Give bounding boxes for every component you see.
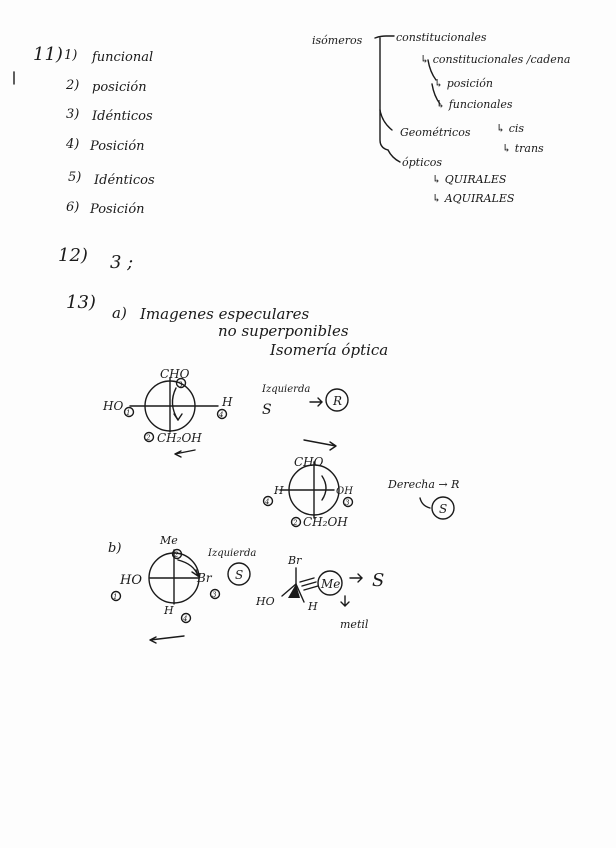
q11-answer-2-number: 2) bbox=[66, 78, 80, 93]
q13-number: 13) bbox=[66, 292, 96, 313]
fig2-bottom-label: CH₂OH bbox=[303, 515, 348, 529]
fig4-right-arrow bbox=[350, 574, 362, 582]
tree-constitucionales: constitucionales bbox=[396, 31, 487, 44]
q11-answer-1-number: 1) bbox=[64, 48, 78, 63]
tree-branch-geom bbox=[380, 110, 392, 130]
fig1-right-arrow bbox=[310, 398, 322, 406]
fig4-hashed-bond bbox=[300, 578, 318, 590]
q11-answer-4-number: 4) bbox=[66, 137, 80, 152]
fig2-top-label: CHO bbox=[294, 455, 324, 469]
fig3-top-label: Me bbox=[160, 534, 178, 547]
tree-constitucionales-cadena: ↳ constitucionales /cadena bbox=[420, 53, 571, 66]
fig2-cw-arrow bbox=[304, 440, 336, 450]
tree-geometricos: Geométricos bbox=[400, 126, 471, 139]
fig2-hook bbox=[420, 498, 430, 508]
fig4-under-label: metil bbox=[340, 618, 369, 631]
tree-aquirales: ↳ AQUIRALES bbox=[432, 192, 515, 205]
fig2-right-label: OH bbox=[336, 486, 353, 497]
fig4-br-label: Br bbox=[288, 554, 302, 567]
q13a-line2: no superponibles bbox=[218, 322, 349, 340]
q13a-line1: Imagenes especulares bbox=[140, 305, 310, 323]
fig4-down-arrow bbox=[341, 596, 349, 606]
fig1-top-label: CHO bbox=[160, 367, 190, 381]
fig2-n4: 4 bbox=[265, 498, 270, 506]
q12-number: 12) bbox=[58, 245, 88, 266]
fig3-bottom-label: H bbox=[164, 604, 174, 617]
fig2-left-label: H bbox=[274, 484, 284, 497]
fig3-circled-letter: S bbox=[235, 568, 244, 582]
q13b-label: b) bbox=[108, 541, 122, 556]
tree-root: isómeros bbox=[312, 34, 363, 47]
fig1-n1: 1 bbox=[126, 409, 131, 417]
fig1-n4: 4 bbox=[219, 411, 224, 419]
fig1-note: Izquierda bbox=[262, 384, 311, 395]
q11-answer-5-number: 5) bbox=[68, 170, 82, 185]
fig4-h-label: H bbox=[308, 600, 318, 613]
tree-sub-1 bbox=[428, 60, 436, 80]
q13a-label: a) bbox=[112, 304, 127, 322]
fig2-n2: 2 bbox=[293, 519, 298, 527]
fig3-n3: 3 bbox=[212, 591, 217, 599]
fig2-circled-letter: S bbox=[439, 502, 448, 516]
tree-branch-optic bbox=[388, 150, 400, 162]
q11-answer-2-text: posición bbox=[92, 80, 147, 95]
tree-sub-2 bbox=[432, 84, 440, 104]
q11-number: 11) bbox=[33, 44, 63, 65]
fig2-rotation-arrow bbox=[322, 476, 326, 500]
fig1-n2: 2 bbox=[146, 434, 151, 442]
fig1-left-label: HO bbox=[103, 399, 124, 413]
q11-answer-1-text: funcional bbox=[92, 50, 154, 65]
fig2-note: Derecha → R bbox=[388, 478, 460, 491]
q13a-line3: Isomería óptica bbox=[270, 341, 389, 359]
q11-answer-5-text: Idénticos bbox=[94, 173, 155, 188]
fig1-circled-letter: R bbox=[333, 394, 343, 408]
fig3-n4: 4 bbox=[183, 615, 188, 623]
tree-arrow-top bbox=[375, 36, 394, 38]
tree-opticos: ópticos bbox=[402, 156, 443, 169]
q11-answer-6-number: 6) bbox=[66, 200, 80, 215]
tree-posicion: ↳ posición bbox=[434, 77, 493, 90]
fig3-left-label: HO bbox=[120, 573, 142, 588]
q11-answer-3-text: Idénticos bbox=[92, 109, 153, 124]
tree-quirales: ↳ QUIRALES bbox=[432, 173, 507, 186]
fig3-note: Izquierda bbox=[208, 548, 257, 559]
q11-answer-3-number: 3) bbox=[66, 107, 80, 122]
fig1-bottom-label: CH₂OH bbox=[157, 431, 202, 445]
q11-answer-4-text: Posición bbox=[90, 139, 145, 154]
fig3-n2: 2 bbox=[174, 551, 179, 559]
fig1-right-label: H bbox=[222, 395, 233, 409]
tree-funcionales: ↳ funcionales bbox=[436, 98, 513, 111]
tree-trans: ↳ trans bbox=[502, 142, 544, 155]
fig3-right-label: Br bbox=[197, 571, 212, 585]
fig1-letter-s: S bbox=[262, 402, 272, 418]
tree-trunk bbox=[380, 38, 388, 150]
fig3-ccw-arrow bbox=[150, 636, 184, 643]
q12-answer: 3 ; bbox=[110, 252, 134, 273]
tree-cis: ↳ cis bbox=[496, 122, 525, 135]
fig2-n3: 3 bbox=[345, 499, 350, 507]
fig1-ccw-arrow bbox=[175, 450, 195, 457]
fig4-me-label: Me bbox=[321, 577, 341, 591]
fig1-n3: 3 bbox=[178, 381, 183, 389]
q11-answer-6-text: Posición bbox=[90, 202, 145, 217]
fig3-n1: 1 bbox=[113, 593, 118, 601]
fig4-result: S bbox=[372, 570, 385, 591]
fig4-ho-label: HO bbox=[256, 595, 275, 608]
